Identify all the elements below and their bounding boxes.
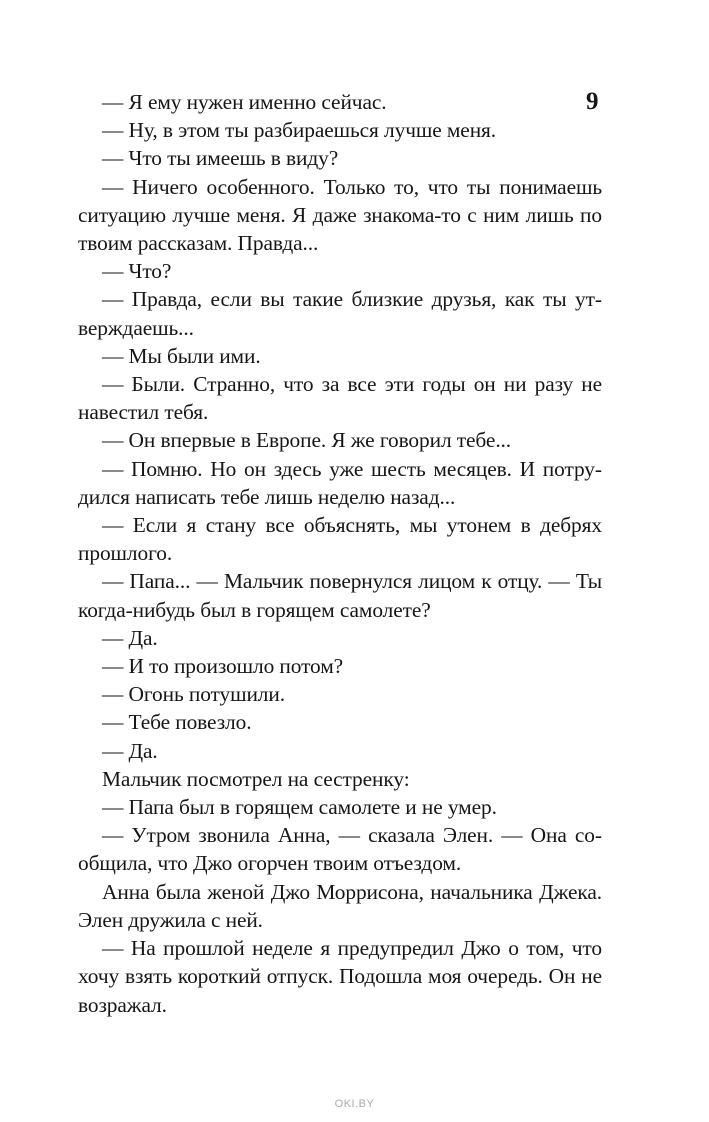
paragraph: — Папа был в горящем самолете и не умер. [102, 795, 497, 820]
body-text [78, 88, 602, 1019]
paragraph: — На прошлой неделе я предупредил Джо о том, что хочу взять короткий отпуск. Подошла моя очередь. Он не возражал. [78, 936, 602, 1017]
paragraph: — Правда, если вы такие близкие друзья, как ты утверждаешь... [78, 287, 602, 340]
paragraph: — Ничего особенного. Только то, что ты понимаешь ситуацию лучше меня. Я даже знакома-то с ним лишь по твоим рассказам. Правда... [78, 174, 602, 256]
paragraph: Анна была женой Джо Моррисона, начальника Джека. Элен дружила с ней. [78, 879, 602, 932]
page-number: 9 [586, 88, 599, 115]
paragraph: — Да. [102, 625, 158, 650]
paragraph: — Что? [102, 259, 172, 284]
paragraph: Мальчик посмотрел на сестренку: [102, 766, 410, 791]
paragraph: — Мы были ими. [102, 343, 261, 368]
paragraph: — Утром звонила Анна, — сказала Элен. — Она сообщила, что Джо огорчен твоим отъездом. [78, 823, 602, 876]
paragraph: — Были. Странно, что за все эти годы он ни разу не навестил тебя. [78, 372, 602, 425]
paragraph: — Папа... — Мальчик повернулся лицом к отцу. — Ты когда-нибудь был в горящем самолете? [78, 569, 602, 622]
paragraph: — Ну, в этом ты разбираешься лучше меня. [102, 118, 497, 143]
paragraph: — Он впервые в Европе. Я же говорил тебе... [102, 428, 512, 453]
paragraph: — Я ему нужен именно сейчас. [102, 90, 387, 114]
paragraph: — Тебе повезло. [102, 710, 252, 735]
paragraph: — Огонь потушили. [102, 682, 285, 707]
paragraph: — Что ты имеешь в виду? [102, 146, 339, 171]
paragraph: — Помню. Но он здесь уже шесть месяцев. И потрудился написать тебе лишь неделю назад... [78, 456, 602, 509]
paragraph: — И то произошло потом? [102, 654, 344, 679]
watermark: OKI.BY [334, 1098, 375, 1110]
paragraph: — Если я стану все объяснять, мы утонем в дебрях прошлого. [78, 513, 602, 566]
paragraph: — Да. [102, 738, 158, 763]
